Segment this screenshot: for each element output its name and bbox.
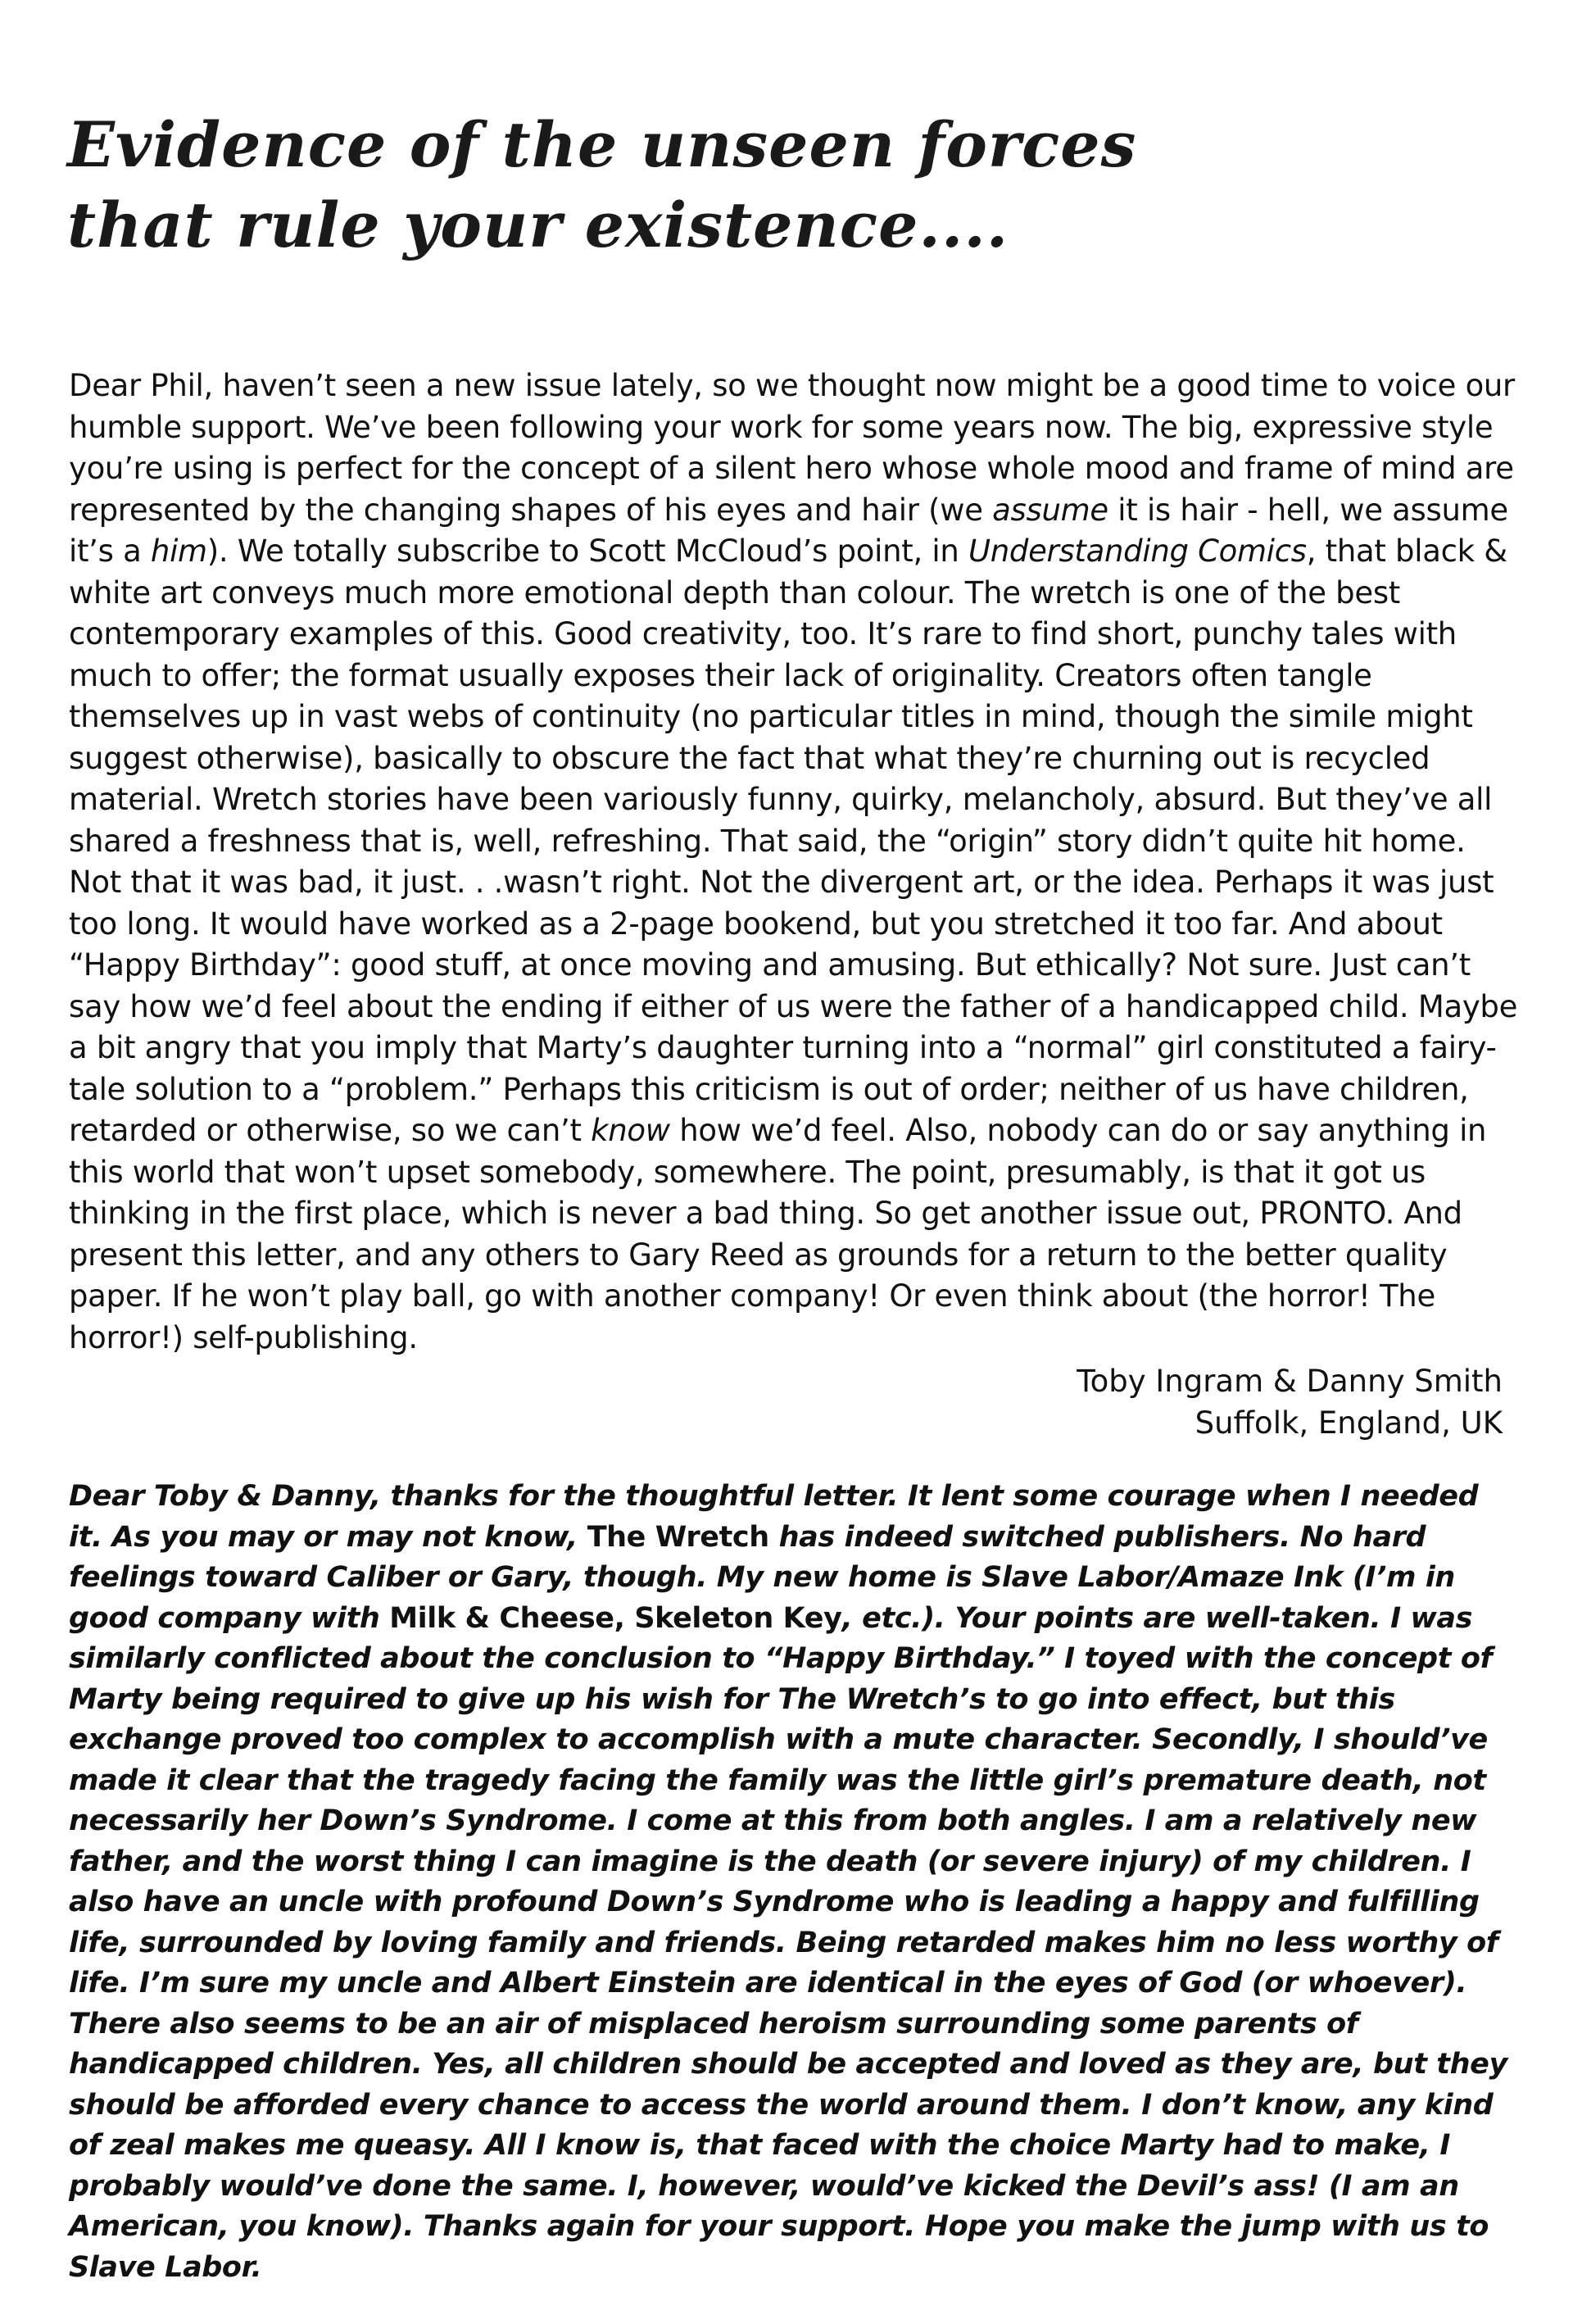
reply-text-1: Dear Toby & Danny, thanks for the thoughtful letter. It lent some courage when I needed it. As you may or may not know, xyxy=(69,1480,1479,1554)
reader-letter xyxy=(69,365,1519,1359)
letter-text-3: ). We totally subscribe to Scott McCloud’s point, in xyxy=(206,533,968,569)
letter-text-4: , that black & white art conveys much more emotional depth than colour. The wretch is one of the best contemporary examples of this. Good creativity, too. It’s rare to find short, punchy tales with much to offer; the format usually exposes their lack of originality. Creators often tangle themselves up in vast webs of continuity (no particular titles in mind, though the simile might suggest otherwise), basically to obscure the fact that what they’re churning out is recycled material. Wretch stories have been variously funny, quirky, melancholy, absurd. But they’ve all shared a freshness that is, well, refreshing. That said, the “origin” story didn’t quite hit home. Not that it was bad, it just. . .wasn’t right. Not the divergent art, or the idea. Perhaps it was just too long. It would have worked as a 2-page bookend, but you stretched it too far. And about “Happy Birthday”: good stuff, at once moving and amusing. But ethically? Not sure. Just can’t say how we’d feel about the ending if either of us were the father of a handicapped child. Maybe a bit angry that you imply that Marty’s daughter turning into a “normal” girl constituted a fairy-tale solution to a “problem.” Perhaps this criticism is out of order; neither of us have children, retarded or otherwise, so we can’t xyxy=(69,533,1518,1148)
page-title xyxy=(67,105,1296,266)
reply-text-3: , etc.). Your points are well-taken. I was similarly conflicted about the conclusion to “Happy Birthday.” I toyed with the concept of Marty being required to give up his wish for The Wretch’s to go into effect, but this exchange proved too complex to accomplish with a mute character. Secondly, I should’ve made it clear that the tragedy facing the family was the little girl’s premature death, not necessarily her Down’s Syndrome. I come at this from both angles. I am a relatively new father, and the worst thing I can imagine is the death (or severe injury) of my children. I also have an uncle with profound Down’s Syndrome who is leading a happy and fulfilling life, surrounded by loving family and friends. Being retarded makes him no less worthy of life. I’m sure my uncle and Albert Einstein are identical in the eyes of God (or whoever). There also seems to be an air of misplaced heroism surrounding some parents of handicapped children. Yes, all children should be accepted and loved as they are, but they should be afforded every chance to access the world around them. I don’t know, any kind of zeal makes me queasy. All I know is, that faced with the choice Marty had to make, I probably would’ve done the same. I, however, would’ve kicked the Devil’s ass! (I am an American, you know). Thanks again for your support. Hope you make the jump with us to Slave Labor. xyxy=(69,1601,1507,2284)
letter-text-1: Dear Phil, haven’t seen a new issue lately, so we thought now might be a good time to voice our humble support. We’ve been following your work for some years now. The big, expressive style you’re using is perfect for the concept of a silent hero whose whole mood and frame of mind are represented by the changing shapes of his eyes and hair (we xyxy=(69,368,1515,528)
letter-text-2: it is hair - hell, we assume it’s a xyxy=(69,492,1508,569)
letter-emphasis-assume: assume xyxy=(992,492,1108,528)
title-line-1: Evidence of the unseen forces xyxy=(67,108,1137,181)
letter-signature xyxy=(765,1360,1503,1444)
letter-emphasis-him: him xyxy=(150,533,207,569)
signature-names: Toby Ingram & Danny Smith xyxy=(1077,1364,1503,1399)
reply-titles-other-comics: Milk & Cheese, Skeleton Key xyxy=(389,1601,842,1635)
reply-text-2: has indeed switched publishers. No hard feelings toward Caliber or Gary, though. My new home is Slave Labor/Amaze Ink (I’m in good company with xyxy=(69,1520,1455,1635)
signature-location: Suffolk, England, UK xyxy=(1194,1405,1503,1441)
reply-title-wretch: The Wretch xyxy=(587,1520,769,1554)
editor-reply xyxy=(69,1477,1519,2288)
letter-text-5: how we’d feel. Also, nobody can do or say anything in this world that won’t upset somebody, somewhere. The point, presumably, is that it got us thinking in the first place, which is never a bad thing. So get another issue out, PRONTO. And present this letter, and any others to Gary Reed as grounds for a return to the better quality paper. If he won’t play ball, go with another company! Or even think about (the horror! The horror!) self-publishing. xyxy=(69,1113,1487,1355)
letter-emphasis-book-title: Understanding Comics xyxy=(968,533,1307,569)
letter-emphasis-know: know xyxy=(591,1113,670,1148)
title-line-2: that rule your existence.... xyxy=(67,188,1009,261)
